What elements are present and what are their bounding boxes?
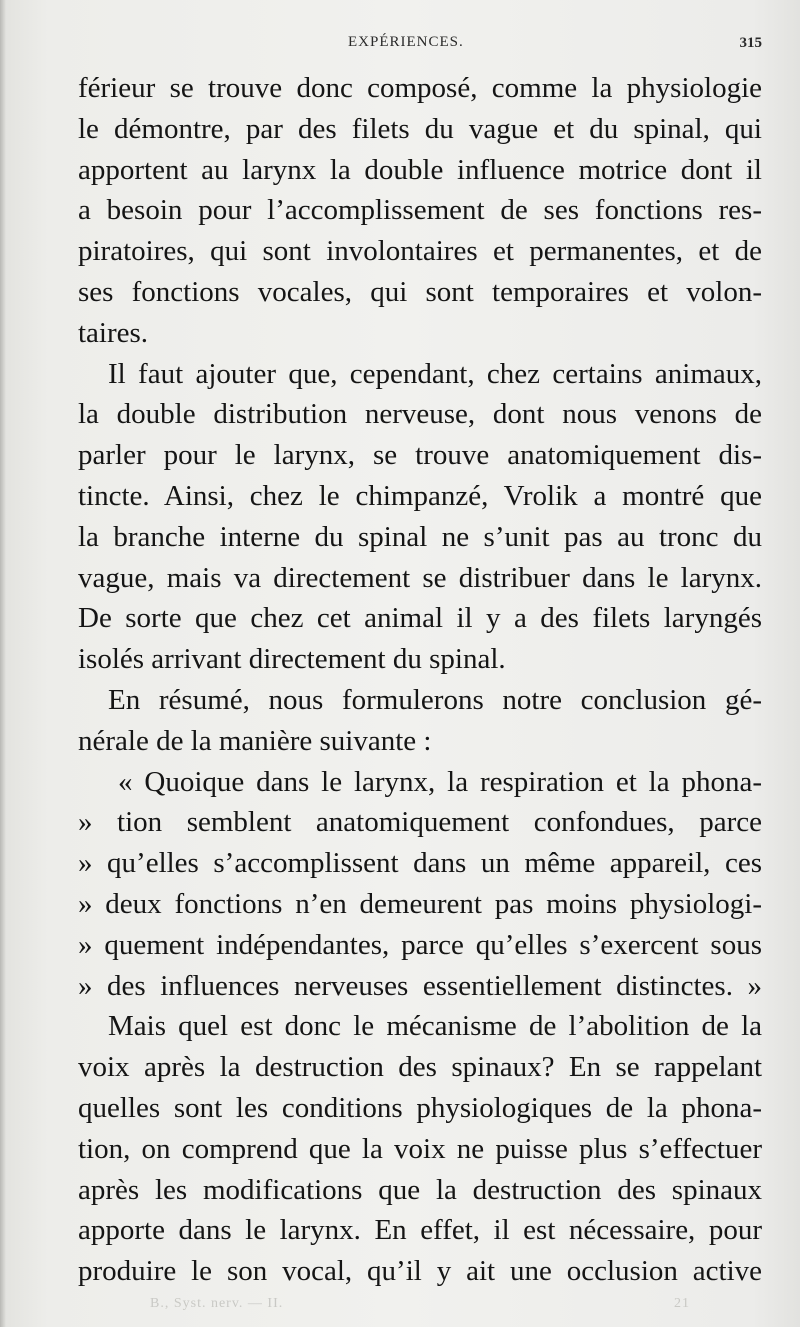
text-line: Il faut ajouter que, cependant, chez certains animaux, [108,357,762,390]
text-line: » quement indépendantes, parce qu’elles s’exercent sous [78,928,762,961]
text-line: piratoires, qui sont involontaires et permanentes, et de [78,235,762,268]
text-line: » deux fonctions n’en demeurent pas moins physiologi- [78,887,762,920]
text-line: tincte. Ainsi, chez le chimpanzé, Vrolik a montré que [78,479,762,512]
text-line: la double distribution nerveuse, dont nous venons de [78,398,762,431]
sheet-number: 21 [674,1296,690,1311]
text-line: férieur se trouve donc composé, comme la physiologie [78,72,762,104]
printer-signature: B., Syst. nerv. — II. [150,1296,284,1311]
body-text [78,68,762,1292]
text-line: « Quoique dans le larynx, la respiration et la phona- [118,765,762,798]
text-line: apportent au larynx la double influence motrice dont il [78,153,762,186]
text-line: vague, mais va directement se distribuer dans le larynx. [78,561,762,594]
text-line: En résumé, nous formulerons notre conclusion gé- [108,683,762,716]
text-line: quelles sont les conditions physiologiques de la phona- [78,1091,762,1124]
text-line: le démontre, par des filets du vague et du spinal, qui [78,112,762,145]
text-line: » des influences nerveuses essentiellement distinctes. » [78,969,762,1002]
text-line: Mais quel est donc le mécanisme de l’abolition de la [108,1010,762,1043]
text-line: apporte dans le larynx. En effet, il est nécessaire, pour [78,1214,762,1247]
text-line: ses fonctions vocales, qui sont temporaires et volon- [78,275,762,308]
text-line: parler pour le larynx, se trouve anatomiquement dis- [78,439,762,472]
text-line: produire le son vocal, qu’il y ait une occlusion active [78,1255,762,1288]
text-line: voix après la destruction des spinaux? En se rappelant [78,1051,762,1084]
text-line: isolés arrivant directement du spinal. [78,643,506,676]
text-line: nérale de la manière suivante : [78,724,432,757]
text-line: » tion semblent anatomiquement confondues, parce [78,806,762,839]
running-head: EXPÉRIENCES. [348,34,464,50]
text-line: a besoin pour l’accomplissement de ses fonctions res- [78,194,762,227]
text-line: tion, on comprend que la voix ne puisse plus s’effectuer [78,1132,762,1165]
page-header [78,34,762,58]
text-line: De sorte que chez cet animal il y a des filets laryngés [78,602,762,635]
text-line: après les modifications que la destruction des spinaux [78,1173,762,1206]
text-line: » qu’elles s’accomplissent dans un même appareil, ces [78,847,762,880]
text-line: la branche interne du spinal ne s’unit pas au tronc du [78,520,762,553]
page-number: 315 [739,35,762,51]
text-line: taires. [78,316,149,349]
